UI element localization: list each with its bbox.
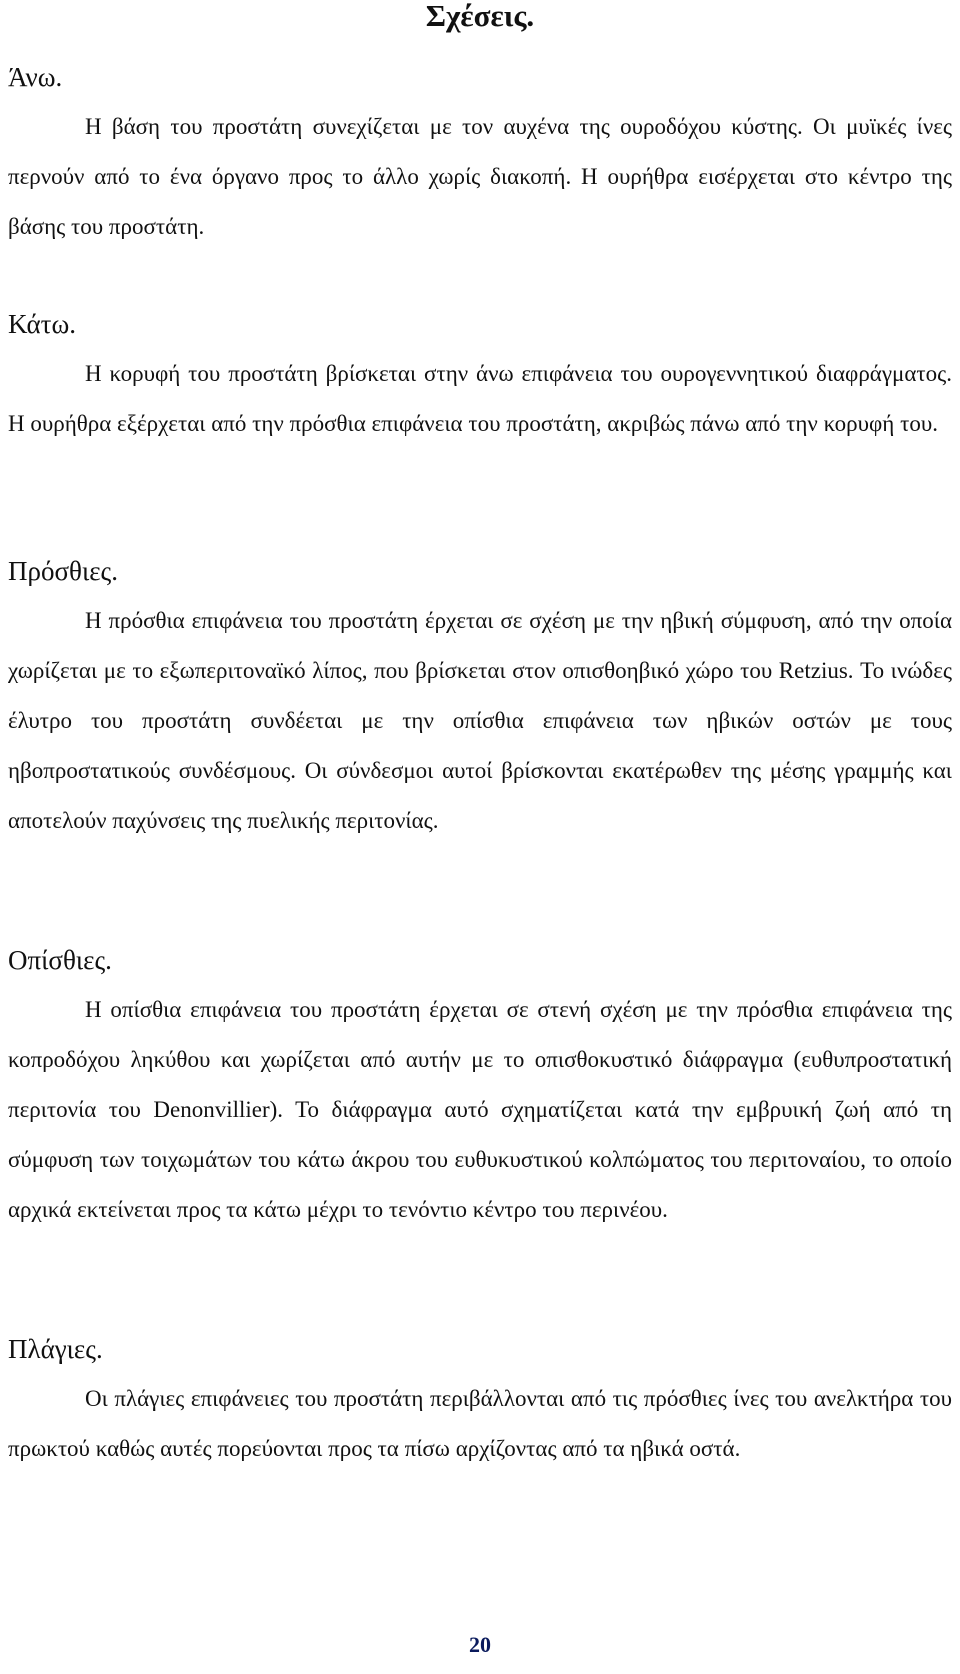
section-prosthies (8, 554, 952, 846)
page-title: Σχέσεις. (425, 0, 535, 33)
section-paragraph: Οι πλάγιες επιφάνειες του προστάτη περιβάλλονται από τις πρόσθιες ίνες του ανελκτήρα του πρωκτού καθώς αυτές πορεύονται προς τα πίσω αρχίζοντας από τα ηβικά οστά. (8, 1386, 952, 1461)
section-heading: Πρόσθιες. (8, 556, 119, 586)
section-paragraph: Η οπίσθια επιφάνεια του προστάτη έρχεται σε στενή σχέση με την πρόσθια επιφάνεια της κοπροδόχου ληκύθου και χωρίζεται από αυτήν με το οπισθοκυστικό διάφραγμα (ευθυπροστατική περιτονία του Denonvillier). Το διάφραγμα αυτό σχηματίζεται κατά την εμβρυική ζωή από τη σύμφυση των τοιχωμάτων του κάτω άκρου του ευθυκυστικού κολπώματος του περιτοναίου, το οποίο αρχικά εκτείνεται προς τα κάτω μέχρι το τενόντιο κέντρο του περινέου. (8, 997, 952, 1222)
section-plagies (8, 1332, 952, 1474)
section-ano (8, 60, 952, 252)
section-paragraph: Η κορυφή του προστάτη βρίσκεται στην άνω επιφάνεια του ουρογεννητικού διαφράγματος. Η ουρήθρα εξέρχεται από την πρόσθια επιφάνεια του προστάτη, ακριβώς πάνω από την κορυφή του. (8, 361, 952, 436)
section-heading: Άνω. (8, 62, 63, 92)
section-heading: Πλάγιες. (8, 1334, 103, 1364)
section-paragraph: Η πρόσθια επιφάνεια του προστάτη έρχεται σε σχέση με την ηβική σύμφυση, από την οποία χωρίζεται με το εξωπεριτοναϊκό λίπος, που βρίσκεται στον οπισθοηβικό χώρο του Retzius. Το ινώδες έλυτρο του προστάτη συνδέεται με την οπίσθια επιφάνεια των ηβικών οστών με τους ηβοπροστατικούς συνδέσμους. Οι σύνδεσμοι αυτοί βρίσκονται εκατέρωθεν της μέσης γραμμής και αποτελούν παχύνσεις της πυελικής περιτονίας. (8, 608, 952, 833)
section-heading: Κάτω. (8, 309, 77, 339)
page-number: 20 (469, 1632, 491, 1657)
section-opisthies (8, 943, 952, 1235)
section-heading: Οπίσθιες. (8, 945, 112, 975)
section-kato (8, 307, 952, 449)
section-paragraph: Η βάση του προστάτη συνεχίζεται με τον αυχένα της ουροδόχου κύστης. Οι μυϊκές ίνες περνούν από το ένα όργανο προς το άλλο χωρίς διακοπή. Η ουρήθρα εισέρχεται στο κέντρο της βάσης του προστάτη. (8, 114, 952, 239)
